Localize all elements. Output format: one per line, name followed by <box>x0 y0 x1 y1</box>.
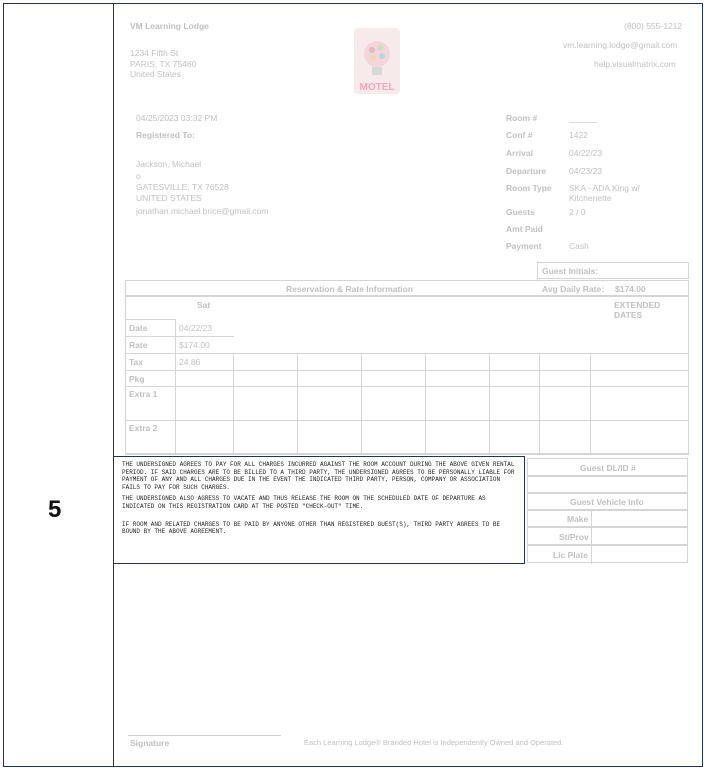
row-value: $174.00 <box>176 337 234 354</box>
vehicle-plate-row <box>527 545 688 563</box>
guest-dl-field[interactable] <box>527 476 688 493</box>
rate-header-bar <box>125 280 689 296</box>
row-label: Extra 2 <box>126 421 176 455</box>
row-value: 04/22/23 <box>176 320 234 337</box>
room-number-value: ______ <box>569 113 598 123</box>
room-type-value: SKA - ADA King w/ Kitchenette <box>569 183 640 203</box>
payment-value: Cash <box>569 241 589 251</box>
rate-row-extra2 <box>126 421 689 455</box>
avg-daily-rate-label: Avg Daily Rate: <box>542 284 605 294</box>
row-label: Extra 1 <box>126 387 176 421</box>
room-number-label: Room # <box>506 113 538 123</box>
hotel-address-2: PARIS, TX 75460 <box>130 59 197 69</box>
registered-to-label: Registered To: <box>136 130 195 140</box>
signature-label: Signature <box>130 738 170 748</box>
agreement-text-box <box>113 456 525 564</box>
hotel-name: VM Learning Lodge <box>130 21 209 31</box>
guest-city: GATESVILLE, TX 76528 <box>136 182 229 192</box>
margin-divider <box>113 3 114 767</box>
rate-row-rate <box>126 337 689 354</box>
stprov-label: St/Prov <box>559 532 589 542</box>
vehicle-info-header <box>527 493 688 510</box>
row-value <box>176 371 234 387</box>
row-label: Pkg <box>126 371 176 387</box>
rate-row-tax <box>126 354 689 371</box>
row-value: 24.86 <box>176 354 234 371</box>
row-label: Date <box>126 320 176 337</box>
hotel-phone: (800) 555-1212 <box>624 21 683 31</box>
payment-label: Payment <box>506 241 542 251</box>
row-value <box>176 421 234 455</box>
motel-logo <box>352 28 402 96</box>
svg-text:MOTEL: MOTEL <box>359 82 395 93</box>
hotel-help-site: help.visualmatrix.com <box>594 59 676 69</box>
departure-value: 04/23/23 <box>569 166 603 176</box>
rate-grid <box>125 319 689 455</box>
hotel-address-3: United States <box>130 69 182 79</box>
guest-dl-header <box>527 458 688 476</box>
row-label: Rate <box>126 337 176 354</box>
hotel-address-1: 1234 Fifth St <box>130 48 179 58</box>
rate-row-date <box>126 320 689 337</box>
step-number: 5 <box>48 496 62 523</box>
row-label: Tax <box>126 354 176 371</box>
agreement-paragraph-3: IF ROOM AND RELATED CHARGES TO BE PAID BY ANYONE OTHER THAN REGISTERED GUEST(S), THIRD PARTY AGREES TO BE BOUND BY THE ABOVE AGREEMENT. <box>122 520 501 536</box>
hotel-email: vm.learning.lodge@gmail.com <box>563 40 678 50</box>
guest-address-line2: o <box>136 171 141 181</box>
guest-name: Jackson, Michael <box>136 159 202 169</box>
row-value <box>176 387 234 421</box>
guest-dl-label: Guest DL/ID # <box>580 463 636 473</box>
guests-value: 2 / 0 <box>569 207 586 217</box>
guest-initials-box <box>537 262 689 279</box>
avg-daily-rate-value: $174.00 <box>615 284 646 294</box>
amt-paid-label: Amt Paid <box>506 224 543 234</box>
rate-row-extra1 <box>126 387 689 421</box>
signature-line <box>128 735 281 736</box>
vehicle-make-row <box>527 510 688 527</box>
plate-label: Lic Plate <box>553 550 588 560</box>
arrival-value: 04/22/23 <box>569 148 603 158</box>
rate-row-pkg <box>126 371 689 387</box>
guests-label: Guests <box>506 207 535 217</box>
room-type-label: Room Type <box>506 183 552 193</box>
vehicle-stprov-row <box>527 527 688 545</box>
conf-label: Conf # <box>506 130 533 140</box>
guest-initials-label: Guest Initials: <box>542 266 599 276</box>
agreement-paragraph-1: THE UNDERSIGNED AGREES TO PAY FOR ALL CHARGES INCURRED AGAINST THE ROOM ACCOUNT DURING THE ABOVE GIVEN RENTAL PERIOD. IF SAID CHARGES ARE TO BE BILLED TO A THIRD PARTY, THE UNDERSIGNED AGREES TO BE PERSONALLY LIABLE FOR PAYMENT OF ANY AND ALL CHARGES DUE IN THE EVENT THE INDICATED THIRD PARTY, PERSON, COMPANY OR ASSOCIATION FAILS TO PAY FOR SUCH CHARGES. <box>122 461 515 491</box>
vehicle-info-label: Guest Vehicle Info <box>570 497 644 507</box>
guest-country: UNITED STATES <box>136 193 202 203</box>
rate-table-title: Reservation & Rate Information <box>286 284 414 294</box>
day-header: Sat <box>197 300 211 310</box>
extended-dates-header: EXTENDED DATES <box>614 300 661 320</box>
registration-timestamp: 04/25/2023 03:32 PM <box>136 113 218 123</box>
make-label: Make <box>567 514 589 524</box>
agreement-paragraph-2: THE UNDERSIGNED ALSO AGRESS TO VACATE AND THUS RELEASE THE ROOM ON THE SCHEDULED DATE OF DEPARTURE AS INDICATED ON THIS REGISTRATION CARD AT THE POSTED "CHECK-OUT" TIME. <box>122 495 486 510</box>
arrival-label: Arrival <box>506 148 533 158</box>
conf-value: 1422 <box>569 130 588 140</box>
departure-label: Departure <box>506 166 547 176</box>
guest-email: jonathan.michael.brice@gmail.com <box>136 206 269 216</box>
footer-disclaimer: Each Learning Lodge® Branded Hotel is Independently Owned and Operated. <box>304 738 564 747</box>
